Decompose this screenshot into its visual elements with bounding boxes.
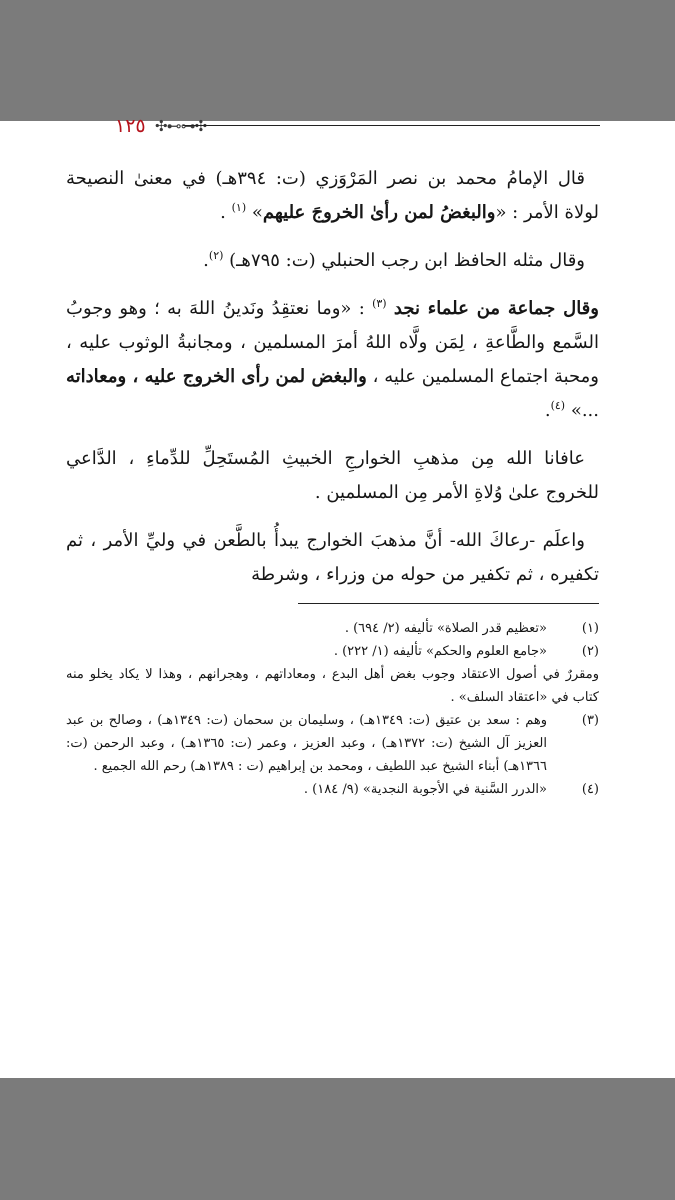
text: : «وما نعتقِدُ ونَدينُ اللهَ به ؛ وهو وجوبُ السَّمع والطَّاعةِ ، لِمَن ولَّاه اللهُ أمرَ المسلمين ، ومجانبةُ الوثوب عليه ، ومحبة اجتماع المسلمين عليه ، (66, 298, 599, 387)
footnote-separator (298, 603, 599, 604)
footnote-3 (66, 709, 599, 778)
footnote-4 (66, 778, 599, 801)
text: » (251, 202, 263, 223)
footnotes (66, 617, 599, 801)
footnote-number: (٣) (581, 713, 599, 728)
ornament-icon: ✣⊷⊶✣ (155, 117, 207, 135)
main-text (66, 162, 599, 606)
header-rule (183, 125, 600, 126)
paragraph-ibn-rajab (66, 244, 599, 278)
footnote-ref[interactable]: (١) (231, 201, 247, 214)
bold-quote: والبغض لمن رأى الخروج عليه ، ومعاداته (66, 366, 367, 387)
footnote-number: (١) (581, 621, 599, 636)
footnote-2 (66, 640, 599, 663)
footnote-ref[interactable]: (٤) (550, 399, 566, 412)
paragraph-marwazi (66, 162, 599, 230)
footnote-ref[interactable]: (٢) (208, 249, 224, 262)
footnote-1 (66, 617, 599, 640)
footnote-2-note: ومقررٌ في أصول الاعتقاد وجوب بغض أهل البدع ، ومعاداتهم ، وهجرانهم ، وهذا لا يكاد يخلو منه كتاب في «اعتقاد السلف» . (66, 667, 599, 705)
footnote-text: وهم : سعد بن عتيق (ت: ١٣٤٩هـ) ، وسليمان بن سحمان (ت: ١٣٤٩هـ) ، وصالح بن عبد العزيز آل الشيخ (ت: ١٣٧٢هـ) ، وعبد العزيز ، وعمر (ت: ١٣٦٥هـ) ، وعبد الرحمن (ت: ١٣٦٦هـ) أبناء الشيخ عبد اللطيف ، ومحمد بن إبراهيم (ت : ١٣٨٩هـ) رحم الله الجميع . (66, 713, 547, 774)
bold-heading: وقال جماعة من علماء نجد (393, 298, 599, 319)
paragraph-afana: عافانا الله مِن مذهبِ الخوارجِ الخبيثِ المُستَحِلِّ للدِّماءِ ، الدَّاعي للخروج علىٰ وُلاةِ الأمر مِن المسلمين . (66, 448, 599, 503)
page-number: ١٢٥ (115, 115, 146, 137)
page-header (115, 115, 600, 138)
text: . (203, 250, 209, 271)
footnote-number: (٢) (581, 644, 599, 659)
footnote-text: «الدرر السَّنية في الأجوبة النجدية» (٩/ ١٨٤) . (303, 782, 547, 797)
text: وقال مثله الحافظ ابن رجب الحنبلي (ت: ٧٩٥هـ) (229, 250, 585, 271)
paragraph-najd-scholars (66, 292, 599, 428)
text: ...» (570, 400, 599, 421)
footnote-text: «تعظيم قدر الصلاة» تأليفه (٢/ ٦٩٤) . (344, 621, 547, 636)
footnote-text: «جامع العلوم والحكم» تأليفه (١/ ٢٢٢) . (333, 644, 547, 659)
footnote-number: (٤) (581, 782, 599, 797)
text: قال الإمامُ محمد بن نصر المَرْوَزي (ت: ٣٩٤هـ) في معنىٰ النصيحة لولاة الأمر : « (66, 168, 599, 223)
text: . (544, 400, 551, 421)
bold-quote: والبغضُ لمن رأىٰ الخروجَ عليهم (262, 202, 496, 223)
text: . (220, 202, 232, 223)
footnote-ref[interactable]: (٣) (372, 297, 387, 310)
paragraph-waalam: واعلَم -رعاكَ الله- أنَّ مذهبَ الخوارج يبدأُ بالطَّعن في وليِّ الأمر ، ثم تكفيره ، ثم تكفير من حوله من وزراء ، وشرطة (66, 530, 599, 585)
